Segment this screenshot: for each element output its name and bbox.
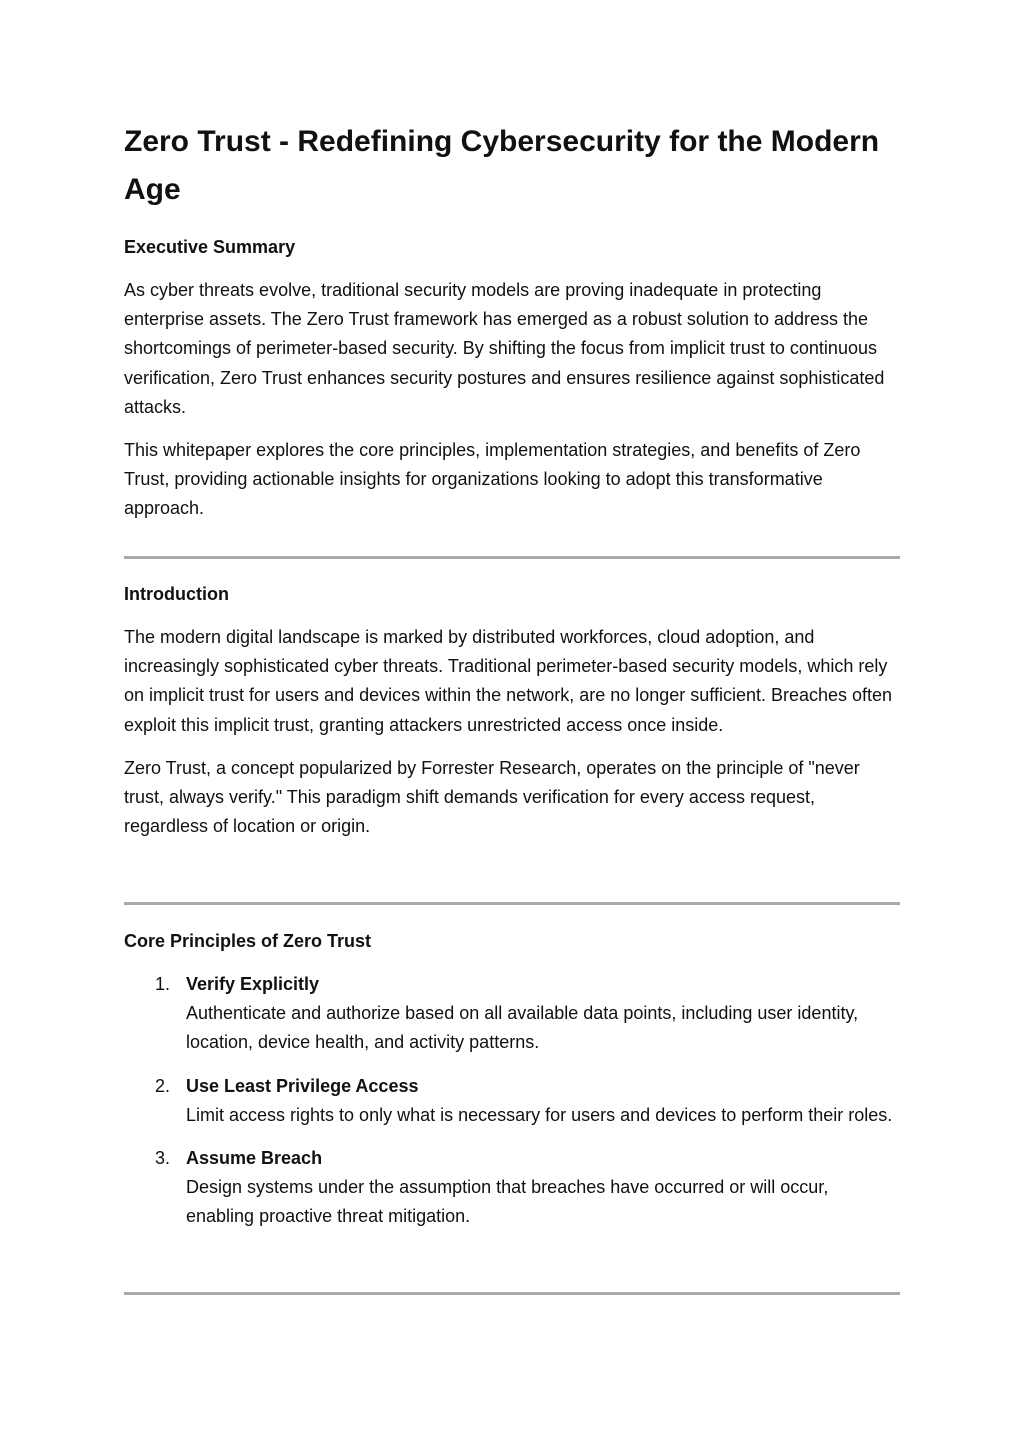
section-divider: [124, 1292, 900, 1295]
principle-number: 3.: [155, 1148, 171, 1169]
principle-title: Use Least Privilege Access: [186, 1075, 419, 1096]
principles-list: [124, 970, 900, 1232]
introduction-section: [124, 582, 900, 841]
executive-summary-paragraph-1: As cyber threats evolve, traditional security models are proving inadequate in protecting enterprise assets. The Zero Trust framework has emerged as a robust solution to address the shortcomings of perimeter-based security. By shifting the focus from implicit trust to continuous verification, Zero Trust enhances security postures and ensures resilience against sophisticated attacks.: [124, 280, 885, 417]
document-title: Zero Trust - Redefining Cybersecurity for the Modern Age: [124, 125, 880, 206]
section-divider: [124, 556, 900, 559]
executive-summary-section: [124, 235, 900, 524]
introduction-paragraph-1: The modern digital landscape is marked by distributed workforces, cloud adoption, and increasingly sophisticated cyber threats. Traditional perimeter-based security models, which rely on implicit trust for users and devices within the network, are no longer sufficient. Breaches often exploit this implicit trust, granting attackers unrestricted access once inside.: [124, 627, 893, 735]
section-divider: [124, 902, 900, 905]
principle-description: Authenticate and authorize based on all available data points, including user identity, location, device health, and activity patterns.: [186, 1003, 859, 1053]
introduction-heading: Introduction: [124, 584, 229, 604]
introduction-paragraph-2: Zero Trust, a concept popularized by Forrester Research, operates on the principle of "never trust, always verify." This paradigm shift demands verification for every access request, regardless of location or origin.: [124, 757, 860, 837]
core-principles-section: [124, 929, 900, 1232]
principle-item: [124, 1072, 900, 1130]
principle-description: Design systems under the assumption that breaches have occurred or will occur, enabling proactive threat mitigation.: [186, 1177, 829, 1227]
principle-number: 1.: [155, 974, 171, 994]
principle-number: 2.: [155, 1075, 171, 1096]
principle-title: Verify Explicitly: [186, 974, 320, 994]
principle-item: [124, 970, 900, 1058]
core-principles-heading: Core Principles of Zero Trust: [124, 931, 372, 951]
principle-description: Limit access rights to only what is necessary for users and devices to perform their roles.: [186, 1104, 893, 1125]
principle-item: [124, 1144, 900, 1232]
executive-summary-paragraph-2: This whitepaper explores the core principles, implementation strategies, and benefits of Zero Trust, providing actionable insights for organizations looking to adopt this transformative approach.: [124, 440, 861, 519]
principle-title: Assume Breach: [186, 1148, 323, 1169]
executive-summary-heading: Executive Summary: [124, 237, 296, 257]
